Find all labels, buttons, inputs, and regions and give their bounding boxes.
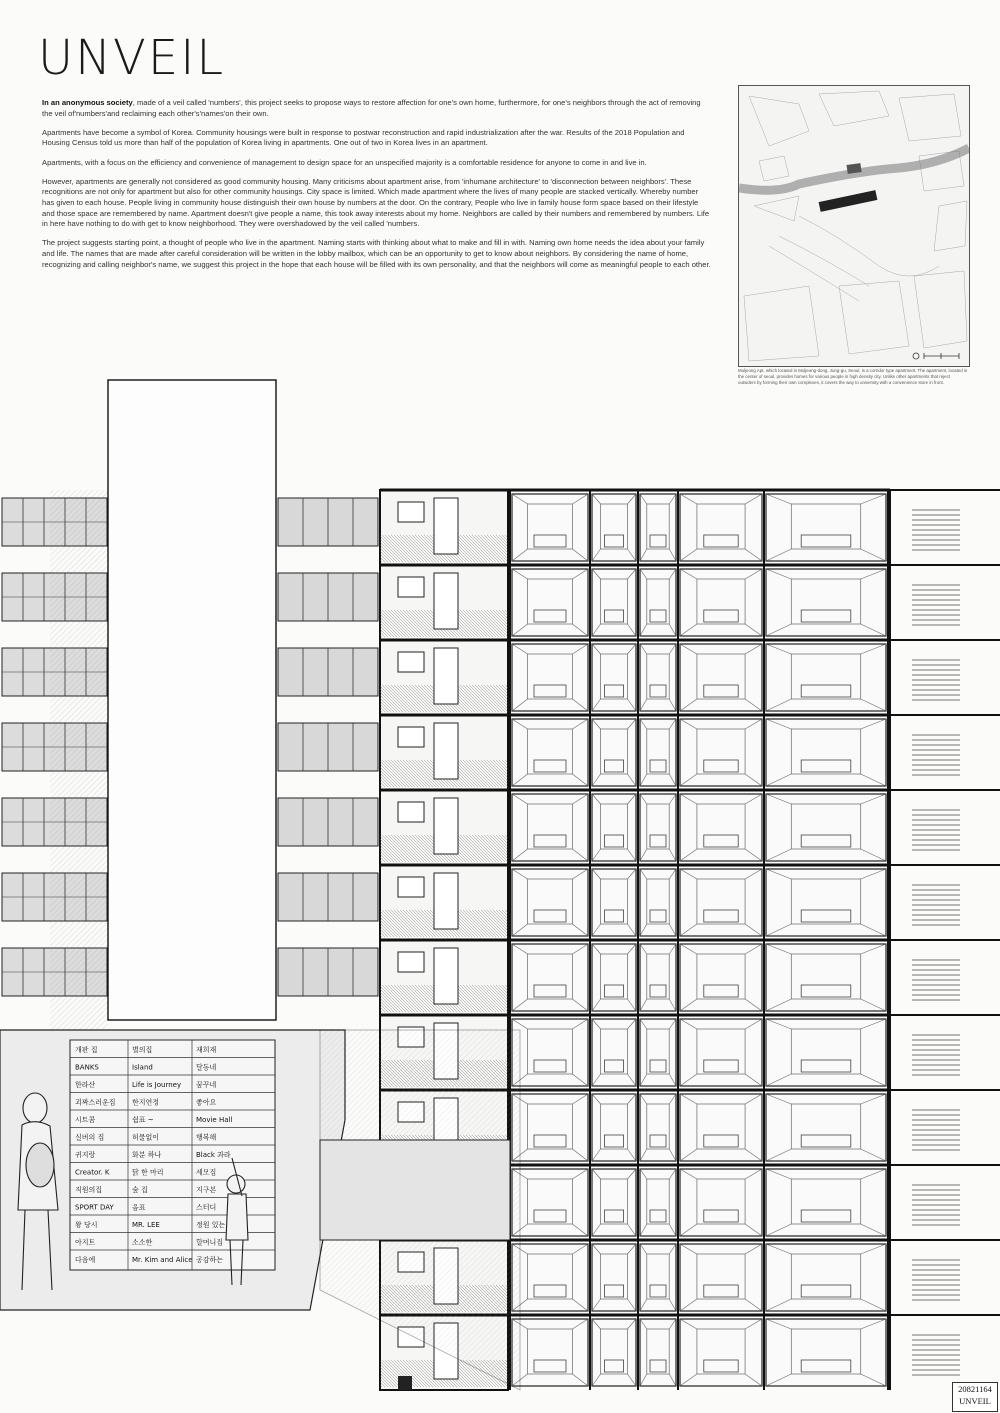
stamp-id: 20821164 [958,1384,992,1394]
mailbox-name-label: BANKS [75,1063,99,1072]
mailbox-name-label: Mr. Kim and Alice [132,1256,193,1264]
intro-paragraph-5: The project suggests starting point, a thought of people who live in the apartment. Naming starts with thinking about what to make and fill in with. Naming own home needs the idea about your family and life. The names that are made after careful consideration will be written in the lobby mailbox, which can be an opportunity to get to know about neighbors. By considering the name of home, recognizing and calling neighbor's name, we suggest this project in the hope that each house will be filled with its own personality, and that the neighbors will come as meaningful people to each other. [42,238,711,269]
backpack-icon [26,1143,54,1187]
mailbox-name-label: 실버의 집 [75,1133,105,1142]
unit-door [434,573,458,629]
mailbox-name-label: 허물없이 [132,1133,160,1142]
mailbox-name-label: 한지연정 [132,1098,160,1107]
intro-paragraph-3: Apartments, with a focus on the efficiency and convenience of management to design space for an unspecified majority is a comfortable residence for anyone to come in and live in. [42,157,647,167]
mailbox-name-label: 행복해 [196,1133,217,1142]
mailbox-name-label: 지구본 [196,1186,217,1194]
mailbox-name-label: 괴짜스러운집 [75,1098,116,1107]
site-map [738,85,970,367]
mailbox-name-label: 좋아요 [196,1098,217,1107]
mailbox-name-label: 닭 한 마리 [132,1168,164,1177]
mailbox-name-label: 스터디 [196,1203,217,1212]
mailbox-name-label: 꿈꾸네 [196,1081,217,1089]
mailbox-name-label: 다음에 [75,1256,96,1264]
stair-core [108,380,276,1020]
mailbox-name-label: Life is Journey [132,1081,182,1089]
mailbox-name-label: Movie Hall [196,1116,233,1124]
mailbox-name-label: 직원의집 [75,1186,103,1194]
unit-door [434,948,458,1004]
mailbox-name-label: 화분 하나 [132,1151,162,1159]
intro-paragraph-2: Apartments have become a symbol of Korea. Community housings were built in response to postwar reconstruction and rapid industrialization after the war. Results of the 2018 Population and Housing Census told us more than half of the population of Korea living in apartments. One out of two in Korea lives in an apartment. [42,127,685,148]
corridor-window [398,577,424,597]
intro-paragraph-1 [42,98,712,119]
corridor-window [398,652,424,672]
student-id-stamp [952,1382,998,1412]
intro-lead-bold: In an anonymous society [42,98,133,107]
left-facade-shadow [50,490,108,1030]
stamp-title: UNVEIL [959,1396,991,1406]
mailbox-name-label: 별의집 [132,1046,153,1054]
mailbox-name-label: 소소한 [132,1238,153,1247]
corridor-window [398,877,424,897]
corridor-window [398,502,424,522]
corridor-window [398,952,424,972]
corridor-window [398,802,424,822]
mailbox-name-label: Black 과라 [196,1151,231,1159]
lobby-opening [398,1376,412,1390]
mailbox-name-label: 정원 있는 [196,1221,226,1229]
mailbox-name-label: 시트콤 [75,1116,96,1124]
intro-lead-rest: , made of a veil called 'numbers', this project seeks to propose ways to restore affection for one's own home, furthermore, for one's neighbors through the act of removing the veil of'numbers'and reclaiming each other's'names'on their own. [42,98,701,118]
map-caption: Muljeong Apt, which located in Muljeong-dong, Jung-gu, Seoul, is a corridor type apartment. The apartment, located in the center of seoul, provides homes for various people in high density city. Unlike other apartments that reject outsiders by forming their own complexes, it covers the way to university with a convenience store in front. [738,368,968,385]
mailbox-name-label: 쉼표 ~ [132,1116,154,1124]
poster-title: UNVEIL [38,30,226,86]
site-map-drawing [739,86,969,366]
mailbox-name-label: 재희재 [196,1046,217,1054]
mailbox-name-label: 달동네 [196,1063,217,1072]
mailbox-name-label: MR. LEE [132,1221,160,1229]
mailbox-name-label: 개판 집 [75,1046,98,1054]
mailbox-name-label: 음표 [132,1203,146,1212]
intro-text [42,98,712,279]
apartment-section-drawing [0,370,1000,1413]
mailbox-name-label: SPORT DAY [75,1203,114,1212]
mailbox-name-label: 왕 당시 [75,1221,98,1229]
mailbox-name-label: 할머니집 [196,1238,224,1247]
unit-door [434,873,458,929]
unit-door [434,498,458,554]
mailbox-name-label: 세모집 [196,1168,217,1177]
mailbox-name-label: 공감하는 [196,1256,224,1264]
corridor-window [398,727,424,747]
unit-door [434,648,458,704]
lobby-room [320,1140,510,1240]
unit-door [434,798,458,854]
mailbox-name-label: 한라산 [75,1081,96,1089]
unit-door [434,723,458,779]
mailbox-name-label: Island [132,1063,153,1072]
mailbox-name-label: 아지트 [75,1238,96,1247]
mailbox-name-label: 귀지랑 [75,1151,96,1159]
mailbox-name-label: Creator. K [75,1168,110,1177]
intro-paragraph-4: However, apartments are generally not considered as good community housing. Many criticisms about apartment arise, from 'inhumane architecture' to 'disconnection between neighbors'. These recognitions are not only for apartment but also for other community housings. City space is limited. Which made apartment where the lives of many people are stacked vertically. Whereby number has given to each house. People living in community house distinguish their own house by numbers at the door. On the contrary, People who live in family house form space based on their lifestyle and those space are remembered by name. Apartment doesn't give people a name, this took away interests about my home. Neighbors are called by their numbers and remembered by numbers. Life in here have nothing to do with get to know neighborhood. They were overshadowed by the veil called 'numbers. [42,176,710,229]
mailbox-name-label: 숲 집 [132,1186,148,1194]
